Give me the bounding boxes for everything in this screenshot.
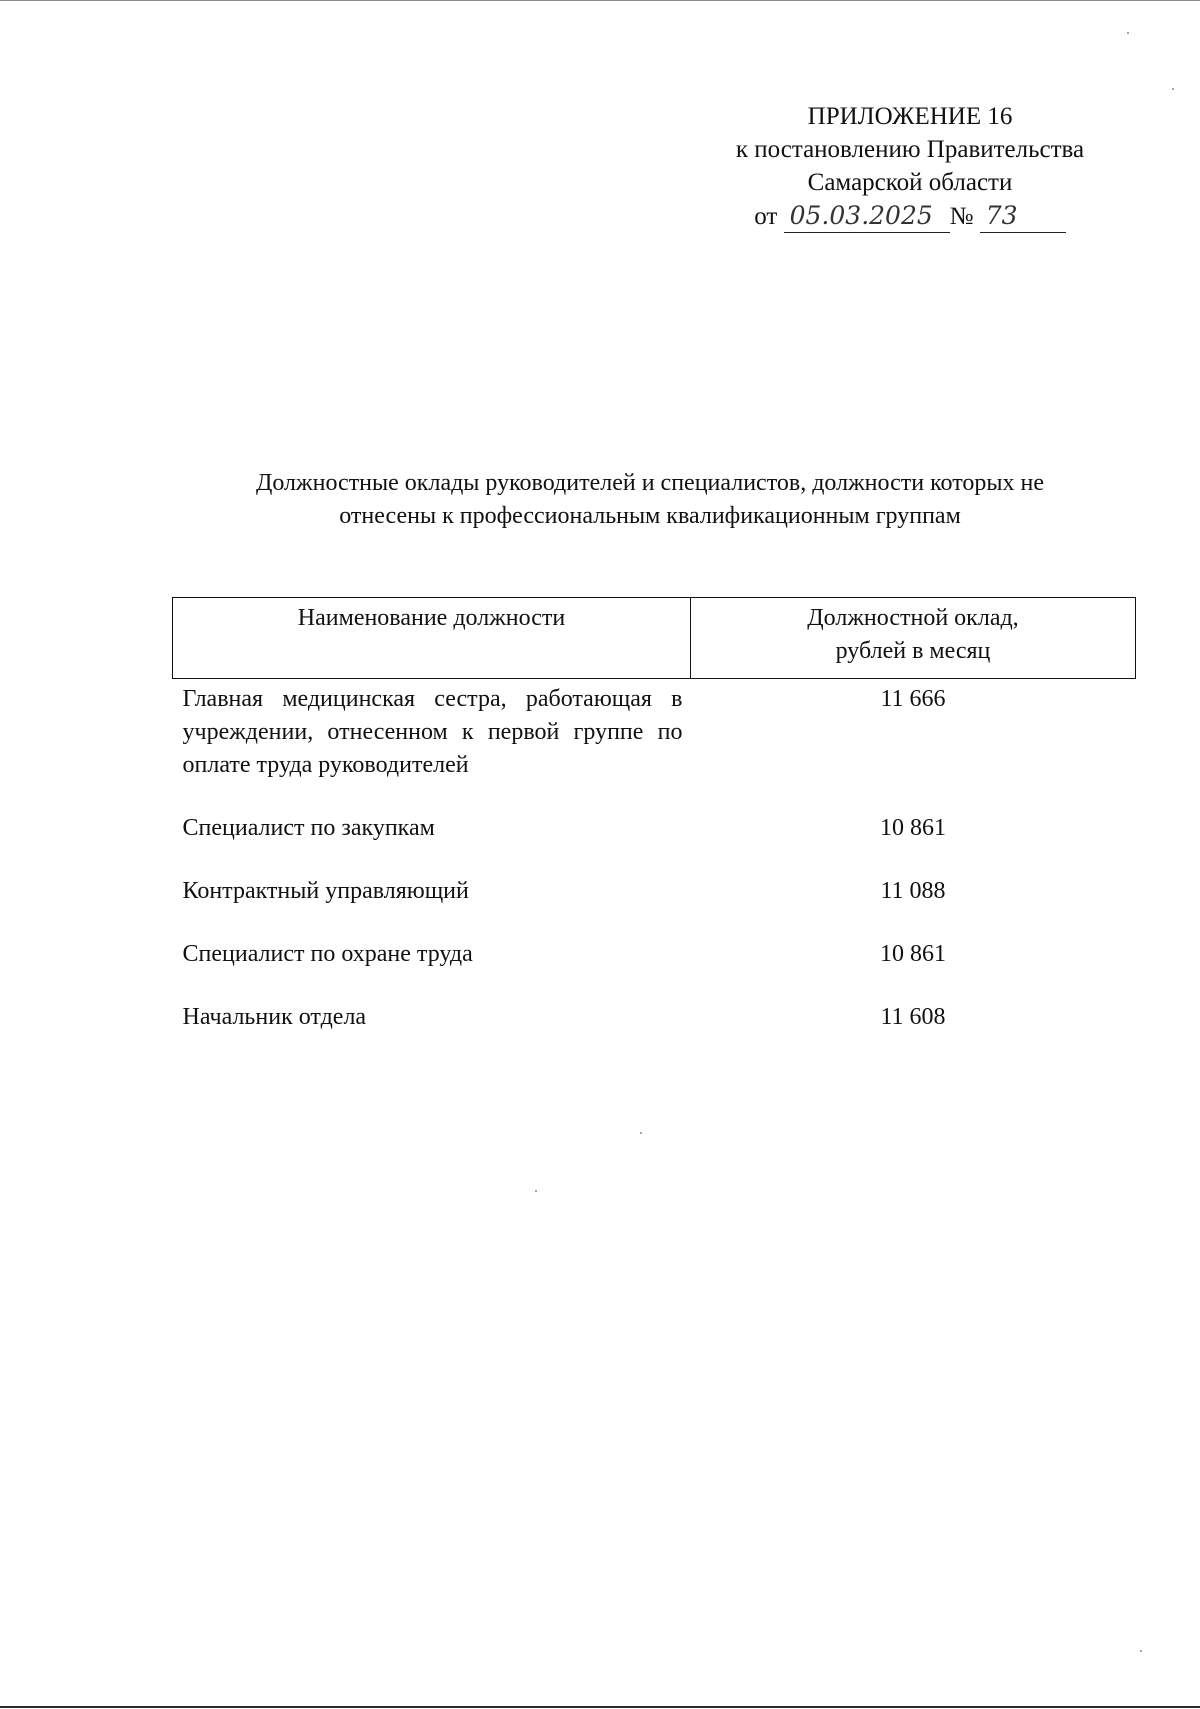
- scan-speck: [1172, 88, 1174, 90]
- header-position: Наименование должности: [173, 598, 691, 679]
- appendix-region: Самарской области: [807, 169, 1013, 196]
- scan-speck: [1127, 32, 1129, 34]
- scan-edge-bottom: [0, 1706, 1200, 1708]
- scan-edge-top: [0, 0, 1200, 1]
- document-title-line-2: отнесены к профессиональным квалификационным группам: [339, 503, 961, 529]
- date-prefix: от: [754, 203, 778, 230]
- header-salary: [691, 598, 1136, 679]
- position-name: Специалист по закупкам: [182, 815, 435, 841]
- table-row: [173, 997, 1136, 1060]
- appendix-date-line: [680, 199, 1140, 233]
- position-name: Контрактный управляющий: [182, 878, 469, 904]
- salary-value: 11 666: [880, 686, 946, 712]
- scan-speck: [640, 1132, 642, 1134]
- handwritten-date: 05.03.2025: [784, 199, 950, 233]
- table-row: [173, 871, 1136, 934]
- scan-speck: [1140, 1650, 1142, 1652]
- position-name: Главная медицинская сестра, работающая в учреждении, отнесенном к первой группе по оплате труда руководителей: [182, 686, 683, 778]
- salary-value: 11 608: [880, 1004, 946, 1030]
- scan-speck: [535, 1190, 537, 1192]
- table-row: [173, 679, 1136, 809]
- number-prefix: №: [949, 203, 974, 230]
- appendix-title: ПРИЛОЖЕНИЕ 16: [807, 103, 1013, 130]
- header-salary-line-2: рублей в месяц: [835, 638, 991, 664]
- appendix-header: [680, 100, 1140, 233]
- table-row: [173, 808, 1136, 871]
- table-row: [173, 934, 1136, 997]
- salary-value: 10 861: [880, 815, 946, 841]
- salary-value: 10 861: [880, 941, 946, 967]
- position-name: Специалист по охране труда: [182, 941, 473, 967]
- appendix-resolution: к постановлению Правительства: [735, 136, 1085, 163]
- document-title: [170, 467, 1130, 533]
- position-name: Начальник отдела: [182, 1004, 367, 1030]
- document-title-line-1: Должностные оклады руководителей и специалистов, должности которых не: [255, 470, 1045, 496]
- header-salary-line-1: Должностной оклад,: [807, 605, 1019, 631]
- salary-value: 11 088: [880, 878, 946, 904]
- handwritten-number: 73: [980, 199, 1066, 233]
- table-header-row: [173, 598, 1136, 679]
- salary-table: [172, 597, 1136, 1060]
